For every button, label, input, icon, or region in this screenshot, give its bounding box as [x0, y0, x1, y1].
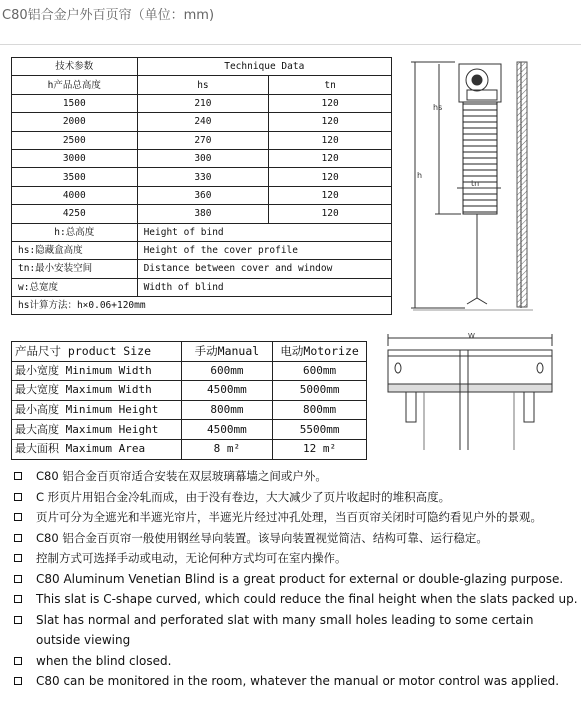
bracket-left	[395, 363, 401, 373]
checkbox-icon	[14, 575, 22, 583]
table-cell: 600mm	[273, 361, 367, 381]
technical-data-table	[11, 57, 392, 315]
table-cell: 3000	[12, 149, 138, 167]
product-size-table	[11, 341, 367, 460]
table-cell: 120	[269, 205, 392, 223]
checkbox-icon	[14, 595, 22, 603]
table-row	[12, 223, 392, 241]
table-row	[12, 113, 392, 131]
table-cell: 270	[137, 131, 269, 149]
side-view-drawing	[405, 58, 535, 320]
checkbox-icon	[14, 534, 22, 542]
table-row	[12, 58, 392, 76]
table-header-cell: Technique Data	[137, 58, 391, 76]
table-cell: 600mm	[181, 361, 273, 381]
list-item: C80 Aluminum Venetian Blind is a great product for external or double-glazing purpose.	[11, 569, 579, 590]
list-item: when the blind closed.	[11, 651, 579, 672]
formula-cell: hs计算方法：h×0.06+120mm	[12, 297, 392, 315]
table-cell: 4250	[12, 205, 138, 223]
table-cell: 380	[137, 205, 269, 223]
list-item: This slat is C-shape curved, which could reduce the final height when the slats packed up.	[11, 589, 579, 610]
table-cell: 最大高度 Maximum Height	[12, 420, 182, 440]
table-cell: 210	[137, 94, 269, 112]
checkbox-icon	[14, 493, 22, 501]
table-header-cell: tn	[269, 76, 392, 94]
checkbox-icon	[14, 513, 22, 521]
table-header-cell: 手动Manual	[181, 342, 273, 362]
table-row	[12, 131, 392, 149]
table-cell: 最小高度 Minimum Height	[12, 400, 182, 420]
table-cell: 5000mm	[273, 381, 367, 401]
legend-key: hs:隐藏盒高度	[12, 241, 138, 259]
table-cell: 3500	[12, 168, 138, 186]
wall	[517, 62, 527, 307]
table-cell: 800mm	[273, 400, 367, 420]
list-item: C 形页片用铝合金冷轧而成，由于没有卷边，大大减少了页片收起时的堆积高度。	[11, 487, 579, 508]
legend-key: w:总宽度	[12, 278, 138, 296]
legend-value: Width of blind	[137, 278, 391, 296]
list-item: C80 铝合金百页帘一般使用钢丝导向装置。该导向装置视觉简洁、结构可靠、运行稳定。	[11, 528, 579, 549]
table-row	[12, 241, 392, 259]
table-header-cell: 产品尺寸 product Size	[12, 342, 182, 362]
list-item: C80 铝合金百页帘适合安装在双层玻璃幕墙之间或户外。	[11, 466, 579, 487]
table-row	[12, 342, 367, 362]
table-cell: 8 m²	[181, 439, 273, 459]
table-row	[12, 400, 367, 420]
table-header-cell: 技术参数	[12, 58, 138, 76]
table-row	[12, 168, 392, 186]
table-row	[12, 297, 392, 315]
support-right	[524, 392, 534, 422]
checkbox-icon	[14, 677, 22, 685]
table-cell: 120	[269, 149, 392, 167]
table-cell: 最大宽度 Maximum Width	[12, 381, 182, 401]
support-left	[406, 392, 416, 422]
table-cell: 360	[137, 186, 269, 204]
legend-value: Distance between cover and window	[137, 260, 391, 278]
list-item: 控制方式可选择手动或电动，无论何种方式均可在室内操作。	[11, 548, 579, 569]
legend-value: Height of bind	[137, 223, 391, 241]
table-cell: 120	[269, 186, 392, 204]
table-row	[12, 186, 392, 204]
table-row	[12, 361, 367, 381]
table-cell: 120	[269, 113, 392, 131]
checkbox-icon	[14, 472, 22, 480]
table-row	[12, 94, 392, 112]
table-row	[12, 420, 367, 440]
legend-key: h:总高度	[12, 223, 138, 241]
cover-box-front	[388, 350, 552, 384]
table-cell: 最小宽度 Minimum Width	[12, 361, 182, 381]
list-item: 页片可分为全遮光和半遮光帘片，半遮光片经过冲孔处理，当百页帘关闭时可隐约看见户外的景观。	[11, 507, 579, 528]
table-row	[12, 439, 367, 459]
table-cell: 120	[269, 131, 392, 149]
table-row	[12, 381, 367, 401]
slat-stack	[463, 102, 497, 214]
list-item: Slat has normal and perforated slat with many small holes leading to some certain outside viewing	[11, 610, 579, 651]
label-h: h	[417, 171, 423, 180]
table-cell: 800mm	[181, 400, 273, 420]
checkbox-icon	[14, 616, 22, 624]
wire-anchor	[467, 298, 487, 304]
table-cell: 120	[269, 94, 392, 112]
table-cell: 240	[137, 113, 269, 131]
table-cell: 2000	[12, 113, 138, 131]
table-cell: 4000	[12, 186, 138, 204]
table-row	[12, 278, 392, 296]
table-row	[12, 205, 392, 223]
checkbox-icon	[14, 657, 22, 665]
table-cell: 300	[137, 149, 269, 167]
table-cell: 12 m²	[273, 439, 367, 459]
front-view-drawing	[384, 332, 556, 452]
table-header-cell: h产品总高度	[12, 76, 138, 94]
table-header-cell: hs	[137, 76, 269, 94]
page-title: C80铝合金户外百页帘（单位：mm)	[2, 8, 215, 23]
table-cell: 4500mm	[181, 381, 273, 401]
table-cell: 1500	[12, 94, 138, 112]
label-hs: hs	[433, 103, 443, 112]
legend-key: tn:最小安装空间	[12, 260, 138, 278]
table-cell: 330	[137, 168, 269, 186]
table-cell: 5500mm	[273, 420, 367, 440]
table-cell: 120	[269, 168, 392, 186]
table-cell: 4500mm	[181, 420, 273, 440]
feature-list	[11, 466, 579, 692]
checkbox-icon	[14, 554, 22, 562]
legend-value: Height of the cover profile	[137, 241, 391, 259]
bracket-right	[537, 363, 543, 373]
list-item: C80 can be monitored in the room, whatever the manual or motor control was applied.	[11, 671, 579, 692]
table-row	[12, 260, 392, 278]
label-w: W	[468, 332, 475, 340]
table-cell: 2500	[12, 131, 138, 149]
label-tn: tn	[471, 179, 480, 188]
table-row	[12, 149, 392, 167]
divider	[0, 44, 581, 45]
table-header-cell: 电动Motorize	[273, 342, 367, 362]
table-cell: 最大面积 Maximum Area	[12, 439, 182, 459]
page-header	[0, 0, 581, 28]
table-row	[12, 76, 392, 94]
